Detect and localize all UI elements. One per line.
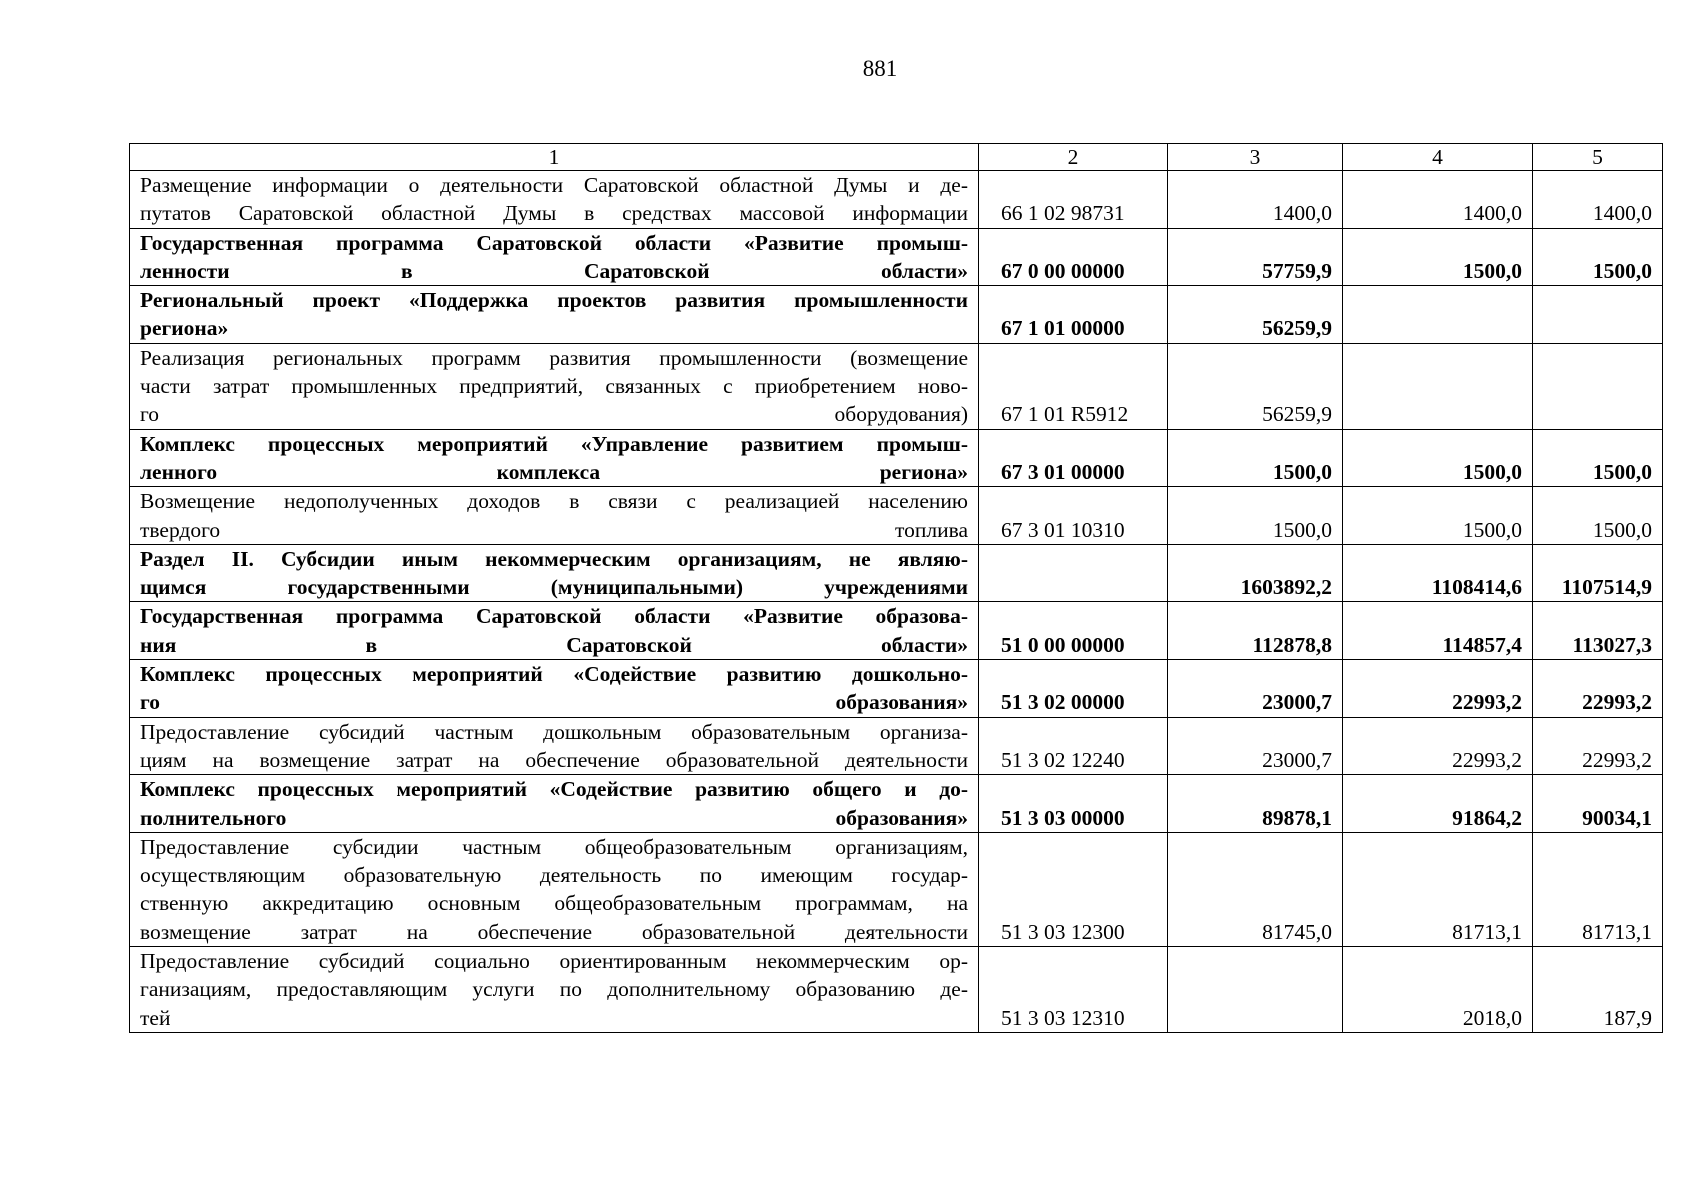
description-line: Реализация региональных программ развития промышленности (возмещение [140,345,968,370]
row-description [130,171,979,229]
row-value-col4: 2018,0 [1343,947,1533,1033]
row-value-col3: 1500,0 [1168,429,1343,487]
page-number: 881 [862,56,898,81]
description-line: ственную аккредитацию основным общеобразовательным программам, на [140,891,968,916]
row-value-col5: 113027,3 [1533,602,1663,660]
table-row [130,832,1663,946]
table-row [130,343,1663,429]
description-line: го образования» [140,690,968,715]
row-code: 51 3 02 00000 [979,660,1168,718]
description-line: полнительного образования» [140,805,968,830]
row-value-col4: 1500,0 [1343,429,1533,487]
description-line: региона» [140,316,229,341]
budget-table-body [130,144,1663,1033]
table-row [130,717,1663,775]
table-row [130,171,1663,229]
row-value-col3: 1500,0 [1168,487,1343,545]
row-value-col5: 187,9 [1533,947,1663,1033]
table-row [130,947,1663,1033]
description-line: Предоставление субсидии частным общеобразовательным организациям, [140,834,968,859]
row-code: 51 0 00 00000 [979,602,1168,660]
row-description [130,487,979,545]
row-code: 67 3 01 00000 [979,429,1168,487]
table-row [130,602,1663,660]
row-description [130,429,979,487]
row-value-col4: 1400,0 [1343,171,1533,229]
row-value-col5 [1533,343,1663,429]
description-line: Раздел II. Субсидии иным некоммерческим организациям, не являю- [140,546,968,571]
description-line: Государственная программа Саратовской области «Развитие образова- [140,604,968,629]
table-row [130,775,1663,833]
description-line: Предоставление субсидий частным дошкольным образовательным организа- [140,719,968,744]
column-header-5: 5 [1533,144,1663,171]
row-value-col4: 1108414,6 [1343,544,1533,602]
description-line: твердого топлива [140,517,968,542]
table-row [130,544,1663,602]
table-row [130,487,1663,545]
description-line: Региональный проект «Поддержка проектов развития промышленности [140,288,968,313]
row-code: 67 1 01 R5912 [979,343,1168,429]
description-line: Комплекс процессных мероприятий «Содействие развитию дошкольно- [140,662,968,687]
row-value-col3: 112878,8 [1168,602,1343,660]
row-value-col5: 22993,2 [1533,660,1663,718]
row-value-col3: 81745,0 [1168,832,1343,946]
row-description [130,832,979,946]
row-description [130,286,979,344]
row-value-col4: 1500,0 [1343,487,1533,545]
row-value-col4: 1500,0 [1343,228,1533,286]
row-value-col5: 1500,0 [1533,228,1663,286]
row-value-col4: 91864,2 [1343,775,1533,833]
row-description [130,947,979,1033]
table-row [130,429,1663,487]
column-header-3: 3 [1168,144,1343,171]
description-line: ленности в Саратовской области» [140,258,968,283]
row-value-col3: 23000,7 [1168,660,1343,718]
description-line: Комплекс процессных мероприятий «Содействие развитию общего и до- [140,777,968,802]
row-value-col5: 1400,0 [1533,171,1663,229]
row-value-col3: 1603892,2 [1168,544,1343,602]
row-description [130,343,979,429]
column-header-1: 1 [130,144,979,171]
description-line: го оборудования) [140,402,968,427]
description-line: ленного комплекса региона» [140,459,968,484]
row-code: 67 3 01 10310 [979,487,1168,545]
row-value-col3: 1400,0 [1168,171,1343,229]
row-code [979,544,1168,602]
row-value-col4 [1343,343,1533,429]
row-description [130,544,979,602]
row-code: 51 3 03 00000 [979,775,1168,833]
row-value-col4: 22993,2 [1343,717,1533,775]
row-description [130,228,979,286]
row-code: 51 3 03 12310 [979,947,1168,1033]
column-header-2: 2 [979,144,1168,171]
description-line: тей [140,1005,171,1030]
description-line: части затрат промышленных предприятий, связанных с приобретением ново- [140,374,968,399]
row-value-col3: 89878,1 [1168,775,1343,833]
row-value-col5: 1107514,9 [1533,544,1663,602]
description-line: Комплекс процессных мероприятий «Управление развитием промыш- [140,431,968,456]
description-line: Размещение информации о деятельности Саратовской областной Думы и де- [140,173,968,197]
description-line: Предоставление субсидий социально ориентированным некоммерческим ор- [140,949,968,974]
column-header-4: 4 [1343,144,1533,171]
description-line: осуществляющим образовательную деятельность по имеющим государ- [140,863,968,888]
row-description [130,775,979,833]
row-value-col3: 56259,9 [1168,343,1343,429]
description-line: ния в Саратовской области» [140,632,968,657]
row-value-col3: 57759,9 [1168,228,1343,286]
row-value-col3: 23000,7 [1168,717,1343,775]
row-description [130,602,979,660]
row-description [130,717,979,775]
description-line: путатов Саратовской областной Думы в средствах массовой информации [140,201,968,226]
row-value-col5: 1500,0 [1533,429,1663,487]
table-row [130,660,1663,718]
description-line: ганизациям, предоставляющим услуги по дополнительному образованию де- [140,977,968,1002]
description-line: Возмещение недополученных доходов в связи с реализацией населению [140,489,968,514]
row-value-col4 [1343,286,1533,344]
budget-table [129,143,1663,1033]
description-line: Государственная программа Саратовской области «Развитие промыш- [140,230,968,255]
table-row [130,286,1663,344]
row-code: 67 1 01 00000 [979,286,1168,344]
row-value-col3: 56259,9 [1168,286,1343,344]
description-line: возмещение затрат на обеспечение образовательной деятельности [140,919,968,944]
table-row [130,228,1663,286]
row-value-col5: 22993,2 [1533,717,1663,775]
row-value-col5: 1500,0 [1533,487,1663,545]
row-code: 51 3 02 12240 [979,717,1168,775]
row-value-col3 [1168,947,1343,1033]
row-code: 67 0 00 00000 [979,228,1168,286]
row-value-col5 [1533,286,1663,344]
row-value-col5: 81713,1 [1533,832,1663,946]
row-code: 51 3 03 12300 [979,832,1168,946]
description-line: щимся государственными (муниципальными) учреждениями [140,575,968,600]
row-code: 66 1 02 98731 [979,171,1168,229]
column-number-header [130,144,1663,171]
description-line: циям на возмещение затрат на обеспечение образовательной деятельности [140,747,968,772]
row-value-col5: 90034,1 [1533,775,1663,833]
row-value-col4: 22993,2 [1343,660,1533,718]
row-value-col4: 81713,1 [1343,832,1533,946]
row-description [130,660,979,718]
row-value-col4: 114857,4 [1343,602,1533,660]
